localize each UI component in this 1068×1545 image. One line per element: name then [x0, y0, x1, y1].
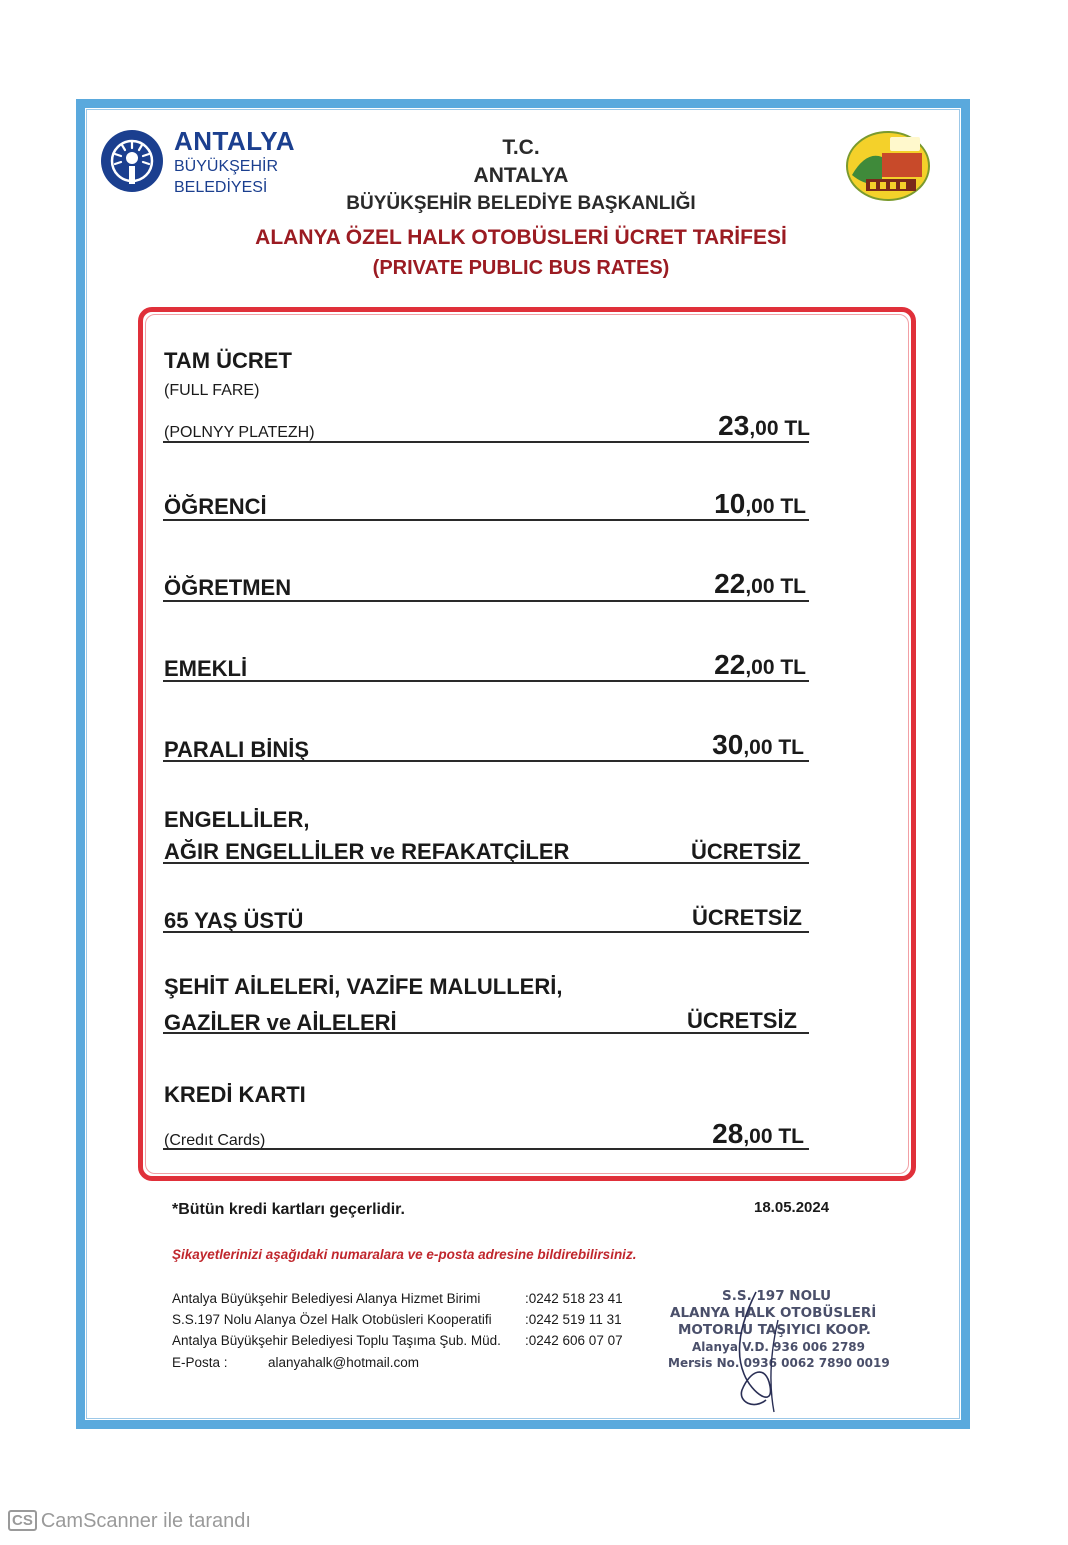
stamp-line-1: S.S. 197 NOLU — [722, 1288, 832, 1304]
camscanner-icon: CS — [8, 1510, 37, 1531]
email-address[interactable]: alanyahalk@hotmail.com — [268, 1355, 420, 1370]
fare-price-full: 23,00 TL — [718, 410, 810, 441]
logo-line3: BELEDİYESİ — [174, 179, 268, 196]
email-label: E-Posta : — [172, 1355, 228, 1370]
scanner-footer-text: CamScanner ile tarandı — [40, 1510, 251, 1532]
tariff-date: 18.05.2024 — [754, 1199, 830, 1216]
fare-label-student: ÖĞRENCİ — [164, 494, 267, 519]
contact-name: Antalya Büyükşehir Belediyesi Toplu Taşıma Şub. Müd. — [172, 1333, 501, 1348]
fare-row-line — [163, 441, 809, 443]
fare-label-full: TAM ÜCRET — [164, 348, 292, 373]
fare-price-paid-boarding: 30,00 TL — [712, 729, 804, 760]
fare-label-65-plus: 65 YAŞ ÜSTÜ — [164, 908, 304, 933]
fare-price-credit-card: 28,00 TL — [712, 1118, 804, 1149]
fare-label-credit-card: KREDİ KARTI — [164, 1082, 306, 1107]
contact-phone: :0242 519 11 31 — [525, 1312, 622, 1327]
header-antalya: ANTALYA — [473, 164, 569, 187]
stamp-line-3: MOTORLU TAŞIYICI KOOP. — [678, 1322, 871, 1338]
logo-title: ANTALYA — [174, 126, 296, 156]
fare-value-65-plus: ÜCRETSİZ — [692, 905, 802, 930]
fare-price-teacher: 22,00 TL — [714, 568, 806, 599]
fare-value-disabled: ÜCRETSİZ — [691, 839, 801, 864]
header-municipality: BÜYÜKŞEHİR BELEDİYE BAŞKANLIĞI — [346, 193, 696, 214]
page-title: ALANYA ÖZEL HALK OTOBÜSLERİ ÜCRET TARİFESİ — [255, 226, 787, 249]
fare-label-disabled: ENGELLİLER, — [164, 807, 310, 832]
fare-row-line — [163, 680, 809, 682]
contact-name: Antalya Büyükşehir Belediyesi Alanya Hizmet Birimi — [172, 1291, 481, 1306]
fare-label-martyrs: ŞEHİT AİLELERİ, VAZİFE MALULLERİ, — [164, 974, 563, 999]
scanner-footer — [8, 1510, 251, 1533]
fare-sub-full-en: (FULL FARE) — [164, 382, 260, 399]
fare-row-line — [163, 862, 809, 864]
logo-line2: BÜYÜKŞEHİR — [174, 158, 279, 175]
fare-price-student: 10,00 TL — [714, 488, 806, 519]
contact-phone: :0242 606 07 07 — [525, 1333, 623, 1348]
complaint-notice: Şikayetlerinizi aşağıdaki numaralara ve e-posta adresine bildirebilirsiniz. — [172, 1247, 637, 1262]
cooperative-stamp — [664, 1286, 896, 1416]
fare-row-line — [163, 1148, 809, 1150]
fare-label-disabled-2: AĞIR ENGELLİLER ve REFAKATÇİLER — [164, 839, 570, 864]
signature-icon — [694, 1290, 804, 1414]
fare-label-teacher: ÖĞRETMEN — [164, 575, 292, 600]
header-tc: T.C. — [502, 136, 540, 159]
stamp-line-5: Mersis No. 0936 0062 7890 0019 — [668, 1356, 890, 1370]
stamp-line-4: Alanya V.D. 936 006 2789 — [692, 1340, 865, 1354]
fare-label-retired: EMEKLİ — [164, 656, 248, 681]
stamp-line-2: ALANYA HALK OTOBÜSLERİ — [670, 1305, 877, 1321]
fare-row-line — [163, 760, 809, 762]
contact-phone: :0242 518 23 41 — [525, 1291, 623, 1306]
fare-value-martyrs: ÜCRETSİZ — [687, 1008, 797, 1033]
fare-label-paid-boarding: PARALI BİNİŞ — [164, 737, 310, 762]
fare-price-retired: 22,00 TL — [714, 649, 806, 680]
page-subtitle: (PRIVATE PUBLIC BUS RATES) — [372, 257, 670, 279]
fare-row-line — [163, 519, 809, 521]
fare-row-line — [163, 1032, 809, 1034]
fare-sub-full-ru: (POLNYY PLATEZH) — [164, 424, 315, 441]
fare-row-line — [163, 931, 809, 933]
contact-name: S.S.197 Nolu Alanya Özel Halk Otobüsleri Kooperatifi — [172, 1312, 492, 1327]
credit-card-note: *Bütün kredi kartları geçerlidir. — [172, 1201, 405, 1218]
fare-sub-credit-card: (Credıt Cards) — [164, 1132, 266, 1149]
fare-row-line — [163, 600, 809, 602]
fare-label-martyrs-2: GAZİLER ve AİLELERİ — [164, 1010, 397, 1035]
